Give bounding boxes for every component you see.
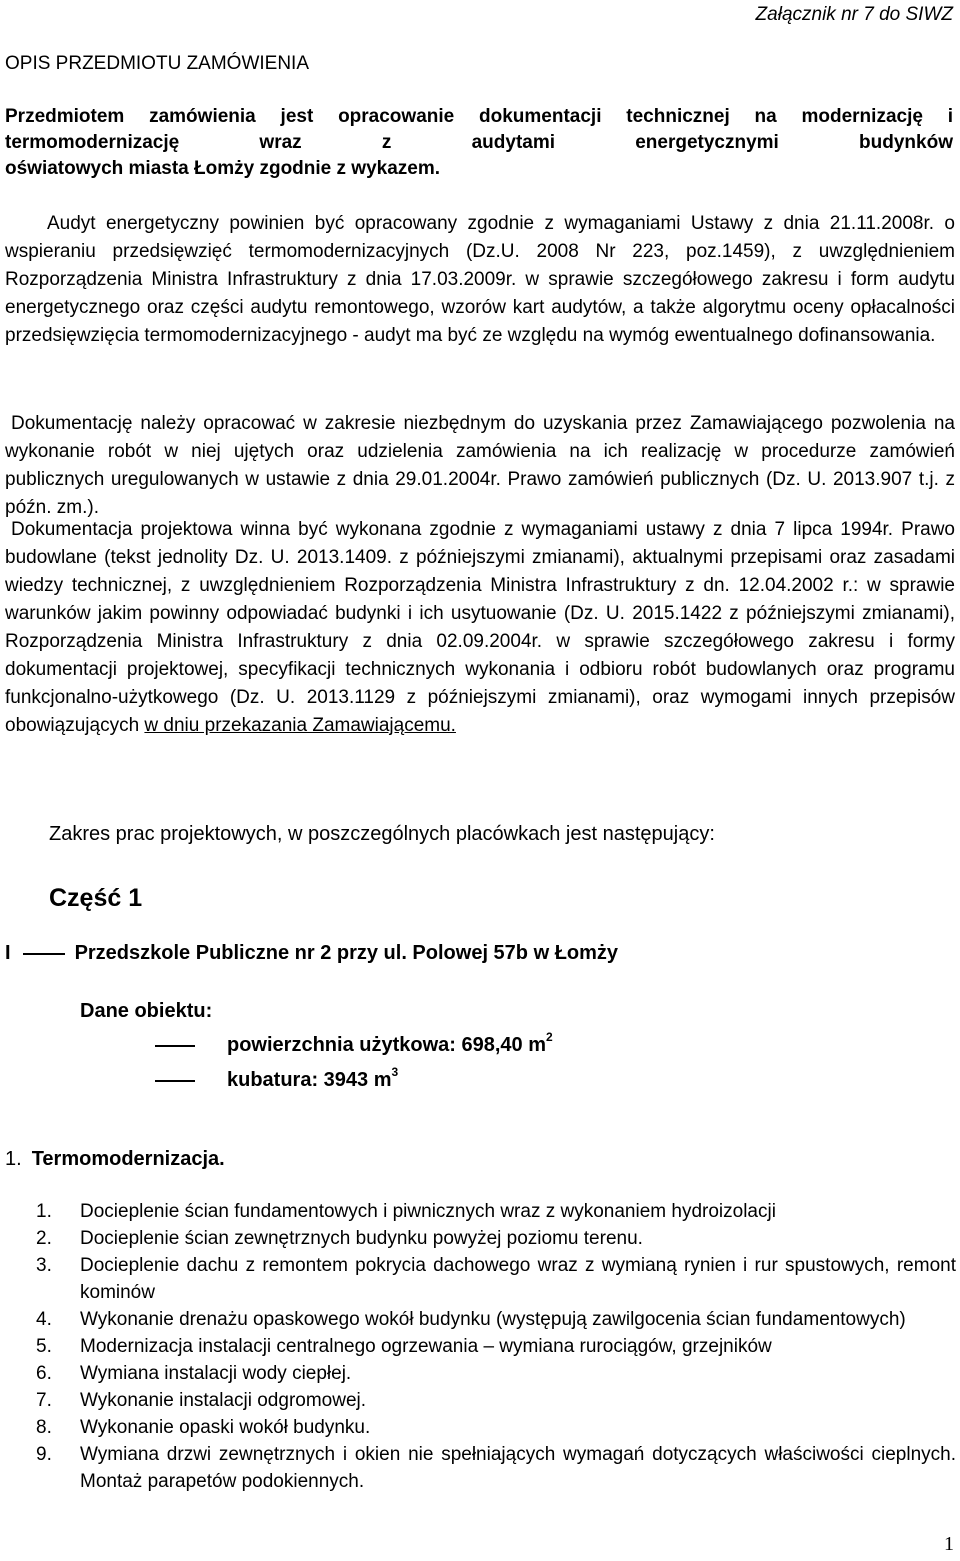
school-name: Przedszkole Publiczne nr 2 przy ul. Polowej 57b w Łomży bbox=[74, 942, 619, 964]
project-text: Dokumentacja projektowa winna być wykonana zgodnie z wymaganiami ustawy z dnia 7 lipca 1994r. Prawo budowlane (tekst jednolity Dz. U. 2013.1409. z późniejszymi zmianami), aktualnymi przepisami oraz zasadami wiedzy technicznej, z uwzględnieniem Rozporządzenia Ministra Infrastruktury z dn. 12.04.2002 r.: w sprawie warunków jakim powinny odpowiadać budynki i ich usytuowanie (Dz. U. 2015.1422 z późniejszymi zmianami), Rozporządzenia Ministra Infrastruktury z dnia 02.09.2004r. w sprawie szczegółowego zakresu i formy dokumentacji projektowej, specyfikacji technicznych wykonania i odbioru robót budowlanych oraz programu funkcjonalno-użytkowego (Dz. U. 2013.1129 z późniejszymi zmianami), oraz wymogami innych przepisów obowiązujących bbox=[5, 519, 955, 736]
section-heading bbox=[5, 1148, 225, 1171]
page-number: 1 bbox=[944, 1533, 954, 1555]
annex-label: Załącznik nr 7 do SIWZ bbox=[755, 4, 953, 25]
project-paragraph bbox=[5, 516, 955, 740]
list-item bbox=[36, 1225, 956, 1252]
school-roman-numeral: I bbox=[5, 942, 11, 964]
intro-paragraph bbox=[5, 104, 953, 182]
documentation-paragraph: Dokumentację należy opracować w zakresie niezbędnym do uzyskania przez Zamawiającego pozwolenia na wykonanie robót w niej ujętych oraz udzielenia zamówienia na ich realizację w procedurze zamówień publicznych uregulowanych w ustawie z dnia 29.01.2004r. Prawo zamówień publicznych (Dz. U. 2013.907 t.j. z późn. zm.). bbox=[5, 413, 955, 518]
intro-text: Przedmiotem zamówienia jest opracowanie dokumentacji technicznej na modernizację i termomodernizację wraz z audytami energetycznymi budynków bbox=[5, 106, 953, 153]
list-item-number: 4. bbox=[36, 1309, 52, 1330]
object-data-label: Dane obiektu: bbox=[80, 1000, 213, 1022]
dash-icon bbox=[23, 953, 65, 955]
part-heading: Część 1 bbox=[49, 884, 143, 912]
dash-bullet-icon bbox=[155, 1045, 195, 1047]
area-item bbox=[155, 1030, 553, 1057]
list-item bbox=[36, 1198, 956, 1225]
volume-item bbox=[155, 1065, 398, 1092]
audit-paragraph: Audyt energetyczny powinien być opracowany zgodnie z wymaganiami Ustawy z dnia 21.11.2008r. o wspieraniu przedsięwzięć termomodernizacyjnych (Dz.U. 2008 Nr 223, poz.1459), z uwzględnieniem Rozporządzenia Ministra Infrastruktury z dnia 17.03.2009r. w sprawie szczegółowego zakresu i form audytu energetycznego oraz części audytu remontowego, wzorów kart audytów, a także algorytmu oceny opłacalności przedsięwzięcia termomodernizacyjnego - audyt ma być ze względu na wymóg ewentualnego dofinansowania. bbox=[5, 213, 955, 346]
list-item-number: 9. bbox=[36, 1444, 52, 1465]
area-label: powierzchnia użytkowa: 698,40 m bbox=[227, 1034, 546, 1056]
volume-unit-exponent: 3 bbox=[391, 1065, 399, 1079]
list-item-text: Wykonanie drenażu opaskowego wokół budynku (występują zawilgocenia ścian fundamentowych) bbox=[80, 1309, 906, 1330]
school-heading bbox=[5, 942, 618, 965]
list-item-text: Docieplenie ścian zewnętrznych budynku powyżej poziomu terenu. bbox=[80, 1228, 643, 1249]
list-item bbox=[36, 1360, 956, 1387]
dash-bullet-icon bbox=[155, 1080, 195, 1082]
list-item-text: Wykonanie opaski wokół budynku. bbox=[80, 1417, 371, 1438]
list-item bbox=[36, 1387, 956, 1414]
list-item-number: 5. bbox=[36, 1336, 52, 1357]
intro-text-last-line: oświatowych miasta Łomży zgodnie z wykazem. bbox=[5, 158, 441, 179]
scope-heading: Zakres prac projektowych, w poszczególnych placówkach jest następujący: bbox=[49, 823, 715, 845]
list-item-number: 2. bbox=[36, 1228, 52, 1249]
list-item-text: Modernizacja instalacji centralnego ogrzewania – wymiana rurociągów, grzejników bbox=[80, 1336, 772, 1357]
list-item bbox=[36, 1333, 956, 1360]
list-item-number: 3. bbox=[36, 1255, 52, 1276]
project-underlined-text: w dniu przekazania Zamawiającemu. bbox=[144, 715, 456, 736]
list-item-number: 8. bbox=[36, 1417, 52, 1438]
list-item bbox=[36, 1414, 956, 1441]
list-item-text: Wymiana instalacji wody ciepłej. bbox=[80, 1363, 352, 1384]
area-unit-exponent: 2 bbox=[546, 1030, 553, 1044]
volume-label: kubatura: 3943 m bbox=[227, 1069, 392, 1091]
document-title: OPIS PRZEDMIOTU ZAMÓWIENIA bbox=[5, 53, 310, 74]
task-list bbox=[36, 1198, 956, 1495]
section-number: 1. bbox=[5, 1148, 22, 1170]
list-item-text: Wykonanie instalacji odgromowej. bbox=[80, 1390, 367, 1411]
list-item-number: 7. bbox=[36, 1390, 52, 1411]
list-item-text: Docieplenie dachu z remontem pokrycia dachowego wraz z wymianą rynien i rur spustowych, remont kominów bbox=[80, 1255, 956, 1303]
list-item bbox=[36, 1441, 956, 1495]
list-item-number: 6. bbox=[36, 1363, 52, 1384]
list-item-number: 1. bbox=[36, 1201, 52, 1222]
list-item-text: Docieplenie ścian fundamentowych i piwnicznych wraz z wykonaniem hydroizolacji bbox=[80, 1201, 776, 1222]
section-title: Termomodernizacja. bbox=[31, 1148, 225, 1170]
list-item bbox=[36, 1306, 956, 1333]
list-item bbox=[36, 1252, 956, 1306]
list-item-text: Wymiana drzwi zewnętrznych i okien nie spełniających wymagań dotyczących właściwości cieplnych. Montaż parapetów podokiennych. bbox=[80, 1444, 956, 1492]
